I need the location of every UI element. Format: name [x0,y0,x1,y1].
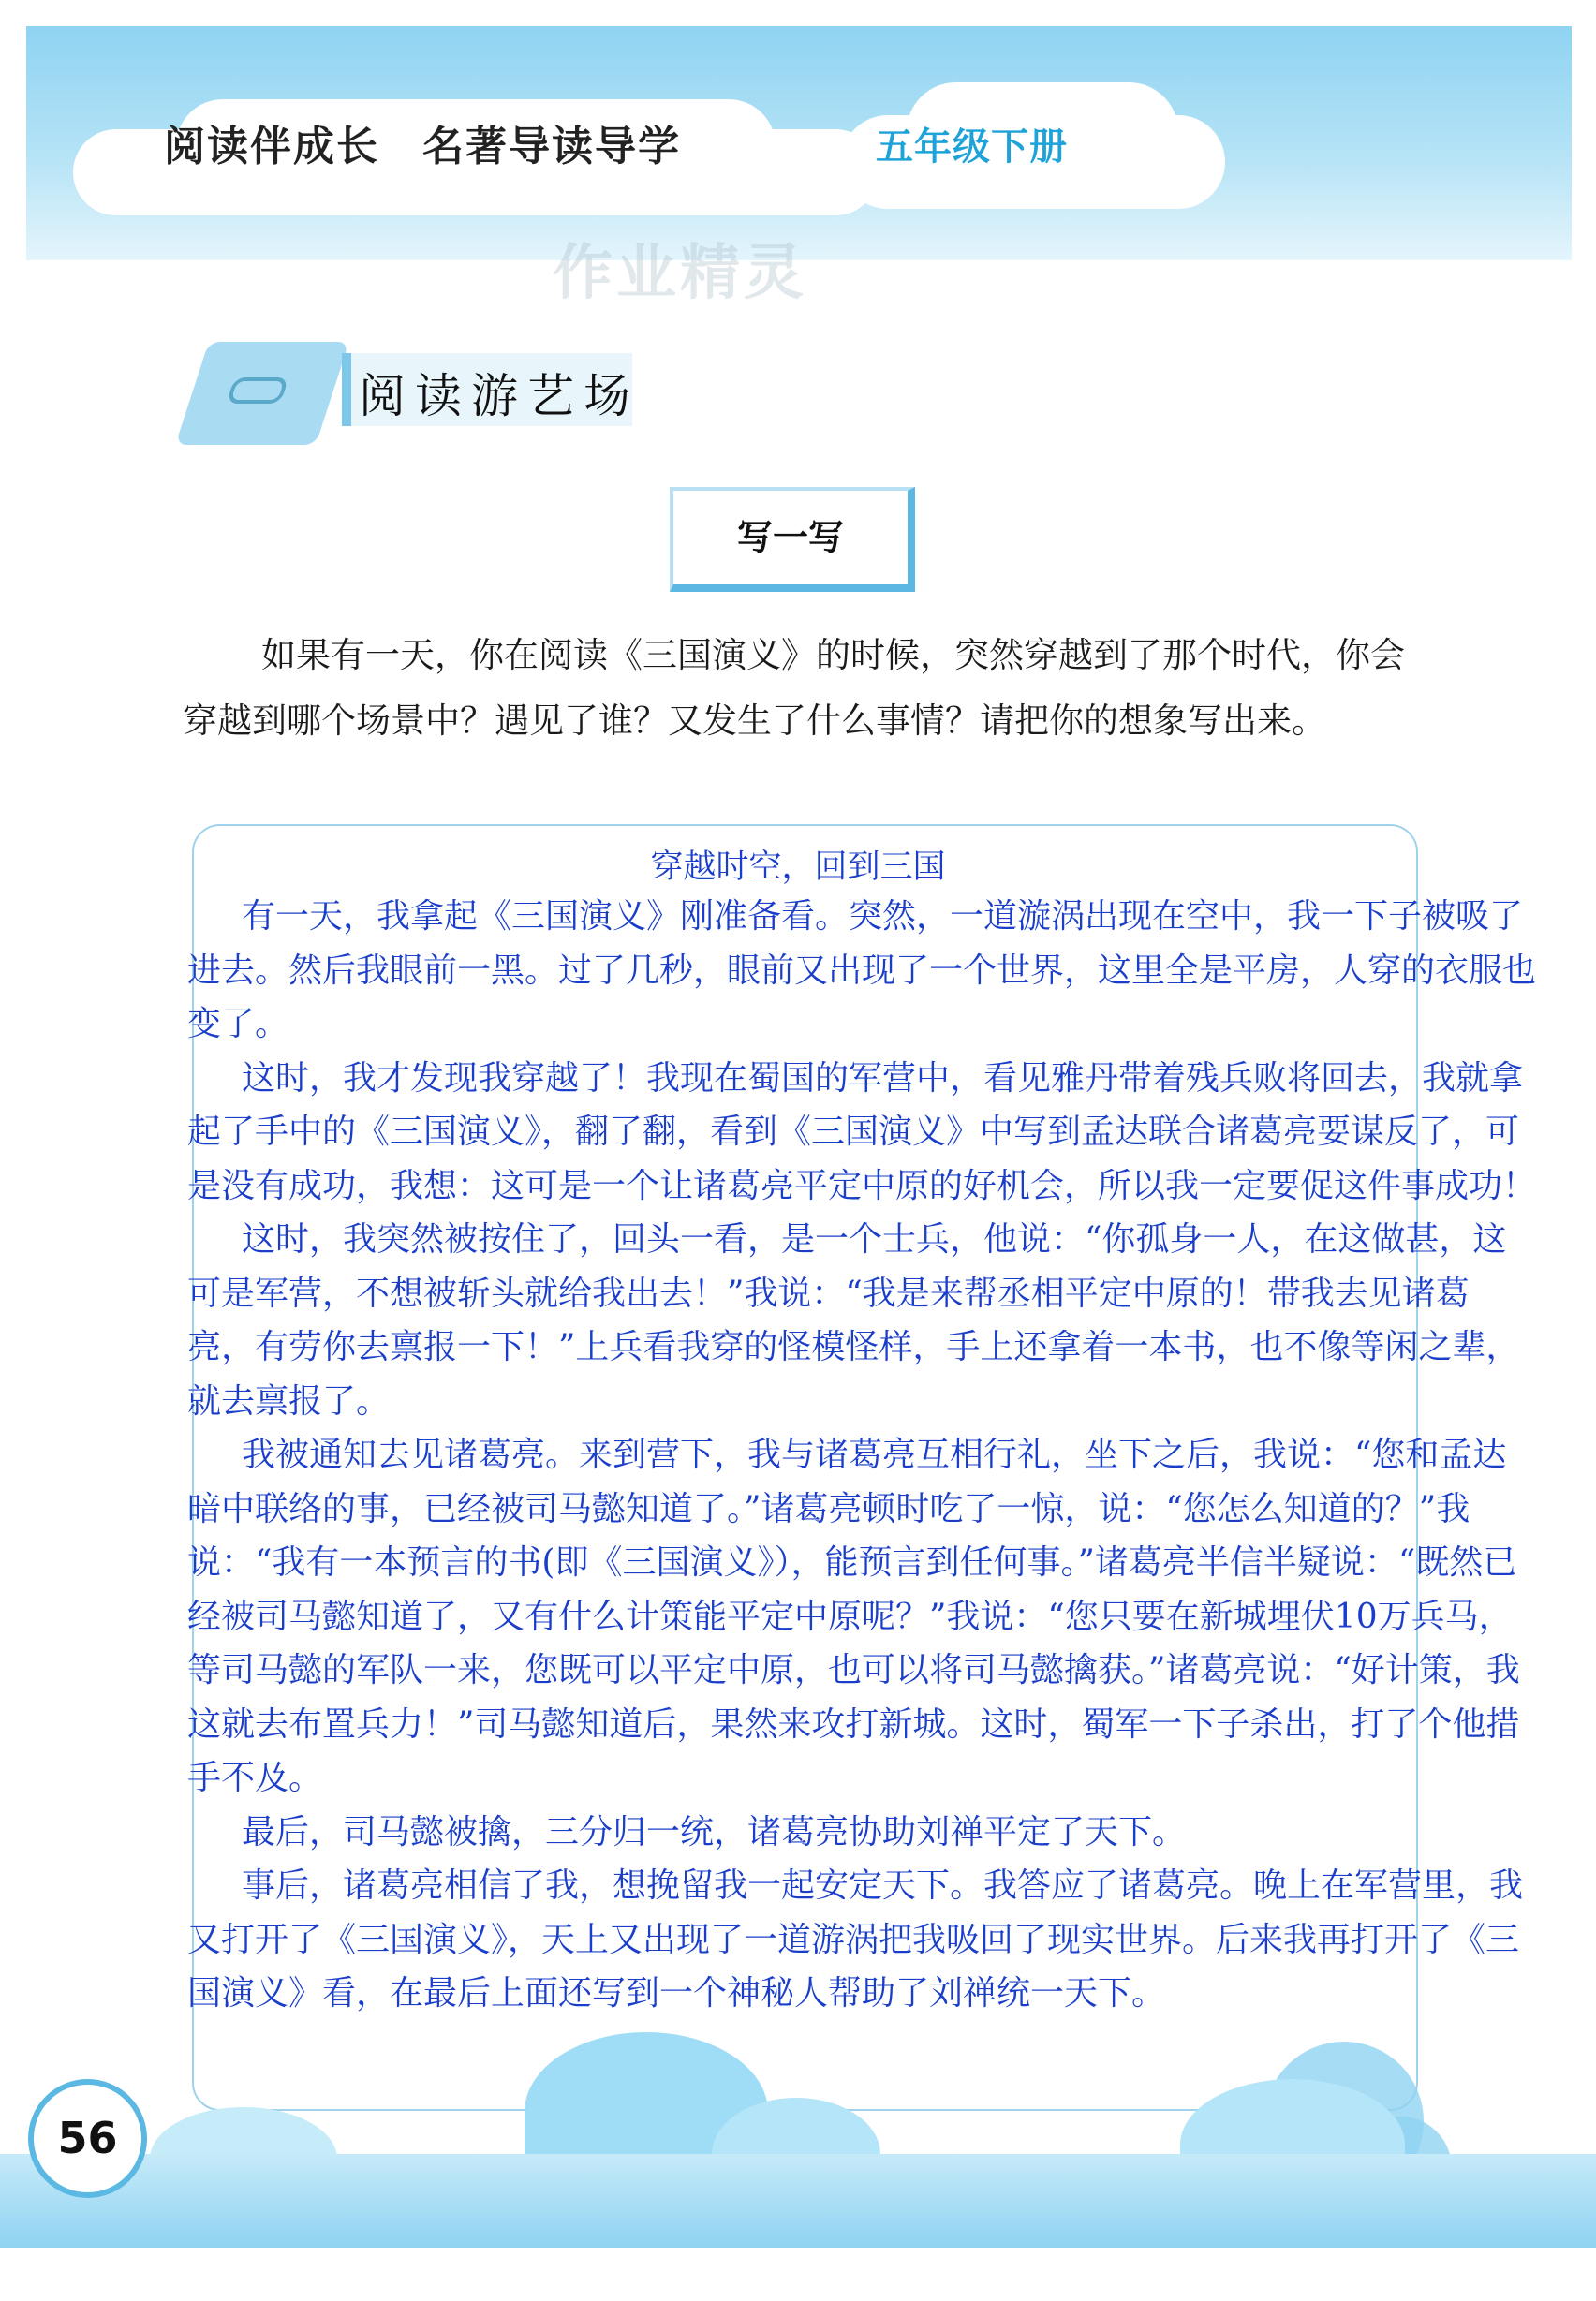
footer-decoration [0,2042,1596,2248]
essay-paragraph: 这时，我突然被按住了，回头一看，是一个士兵，他说：“你孤身一人，在这做甚，这可是军营，不想被斩头就给我出去！”我说：“我是来帮丞相平定中原的！带我去见诸葛亮，有劳你去禀报一下！”上兵看我穿的怪模怪样，手上还拿着一本书，也不像等闲之辈，就去禀报了。 [187,1220,1520,1421]
essay-paragraph: 事后，诸葛亮相信了我，想挽留我一起安定天下。我答应了诸葛亮。晚上在军营里，我又打开了《三国演义》，天上又出现了一道游涡把我吸回了现实世界。后来我再打开了《三国演义》看，在最后上面还写到一个神秘人帮助了刘禅统一天下。 [187,1866,1524,2013]
section-label: 阅读游艺场 [359,369,640,423]
task-heading: 写一写 [670,487,915,592]
essay-paragraph: 这时，我才发现我穿越了！我现在蜀国的军营中，看见雅丹带着残兵败将回去，我就拿起了手中的《三国演义》，翻了翻，看到《三国演义》中写到孟达联合诸葛亮要谋反了，可是没有成功，我想：这可是一个让诸葛亮平定中原的好机会，所以我一定要促这件事成功！ [187,1058,1537,1205]
essay-paragraph: 有一天，我拿起《三国演义》刚准备看。突然，一道漩涡出现在空中，我一下子被吸了进去。然后我眼前一黑。过了几秒，眼前又出现了一个世界，这里全是平房，人穿的衣服也变了。 [187,897,1537,1043]
essay-body [187,890,1536,2021]
essay-title: 穿越时空，回到三国 [650,848,946,886]
grade-label: 五年级下册 [876,125,1068,169]
book-glasses-icon [175,342,349,445]
essay-paragraph: 我被通知去见诸葛亮。来到营下，我与诸葛亮互相行礼，坐下之后，我说：“您和孟达暗中联络的事，已经被司马懿知道了。”诸葛亮顿时吃了一惊，说：“您怎么知道的？”我说：“我有一本预言的书(即《三国演义》），能预言到任何事。”诸葛亮半信半疑说：“既然已经被司马懿知道了，又有什么计策能平定中原呢？”我说：“您只要在新城埋伏10万兵马，等司马懿的军队一来，您既可以平定中原，也可以将司马懿擒获。”诸葛亮说：“好计策，我这就去布置兵力！”司马懿知道后，果然来攻打新城。这时，蜀军一下子杀出，打了个他措手不及。 [187,1436,1520,1797]
section-badge [183,332,707,445]
essay-paragraph: 最后，司马懿被擒，三分归一统，诸葛亮协助刘禅平定了天下。 [242,1812,1187,1851]
footer-band [0,2154,1596,2248]
book-title: 阅读伴成长 名著导读导学 [164,123,681,170]
watermark: 作业精灵 [553,239,807,308]
task-prompt: 如果有一天，你在阅读《三国演义》的时候，突然穿越到了那个时代，你会穿越到哪个场景中？遇见了谁？又发生了什么事情？请把你的想象写出来。 [183,635,1405,741]
page-number: 56 [28,2079,147,2198]
